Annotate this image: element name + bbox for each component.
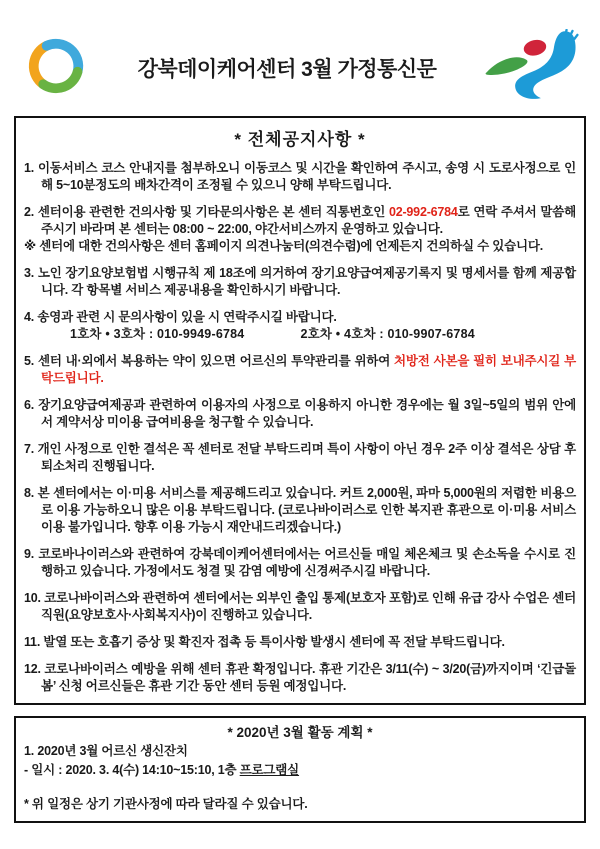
notice-item [24, 441, 576, 475]
item-text: 로 연락 주셔서 말씀해주시기 바라며 본 센터는 08:00 ~ 22:00, 야간서비스까지 운영하고 있습니다. [41, 205, 576, 236]
item-text: 이동서비스 코스 안내지를 첨부하오니 이동코스 및 시간을 확인하여 주시고, 송영 시 도로사정으로 인해 5~10분정도의 배차간격이 조정될 수 있으니 양해 부탁드립니다. [38, 161, 576, 192]
shuttle-phone-line [24, 326, 576, 343]
item-text: 일시 : 2020. 3. 4(수) 14:10~15:10, 1층 [31, 763, 240, 777]
notice-item [24, 546, 576, 580]
phone-number: 1호차 • 3호차 : 010-9949-6784 [70, 327, 245, 341]
notice-box-title: * 전체공지사항 * [234, 130, 366, 149]
notice-item [24, 265, 576, 299]
notice-item [24, 762, 576, 779]
item-text: 본 센터에서는 이·미용 서비스를 제공해드리고 있습니다. 커트 2,000원, 파마 5,000원의 저렴한 비용으로 이용 가능하오니 많은 이용 부탁드립니다. (코로나바이러스로 인한 복지관 휴관으로 이·미용 서비스 이용 불가입니다. 향후 이용 가능시 재안내드리겠습니다.) [37, 486, 576, 534]
monthly-plan-box [14, 716, 586, 823]
item-marker: 12. [24, 662, 45, 676]
item-text: 노인 장기요양보험법 시행규칙 제 18조에 의거하여 장기요양급여제공기록지 및 명세서를 함께 제공합니다. 각 항목별 서비스 제공내용을 확인하시기 바랍니다. [37, 266, 576, 297]
item-text: 코로나바이러스와 관련하여 센터에서는 외부인 출입 통제(보호자 포함)로 인해 유급 강사 수업은 센터 직원(요양보호사·사회복지사)이 진행하고 있습니다. [41, 591, 576, 622]
item-text: 코로바나이러스와 관련하여 강북데이케어센터에서는 어르신들 매일 체온체크 및 손소독을 수시로 진행하고 있습니다. 가정에서도 청결 및 감염 예방에 신경써주시길 바랍니다. [38, 547, 576, 578]
phone-number: 2호차 • 4호차 : 010-9907-6784 [300, 327, 475, 341]
item-text: 센터에 대한 건의사항은 센터 홈페이지 의견나눔터(의견수렴)에 언제든지 건의하실 수 있습니다. [39, 239, 544, 253]
item-marker: 3. [24, 266, 38, 280]
header [20, 30, 584, 106]
notice-item [24, 590, 576, 624]
notice-item [24, 634, 576, 651]
item-text: 장기요양급여제공과 관련하여 이용자의 사정으로 이용하지 아니한 경우에는 월 3일~5일의 범위 안에서 계약서상 미이용 급여비용을 청구할 수 있습니다. [38, 398, 576, 429]
notice-item [24, 661, 576, 695]
notice-item [24, 309, 576, 326]
item-text: 송영과 관련 시 문의사항이 있을 시 연락주시길 바랍니다. [37, 310, 337, 324]
item-text: 개인 사정으로 인한 결석은 꼭 센터로 전달 부탁드리며 특이 사항이 아닌 경우 2주 이상 결석은 상담 후 퇴소처리 진행됩니다. [37, 442, 576, 473]
plan-footnote: * 위 일정은 상기 기관사정에 따라 달라질 수 있습니다. [24, 797, 308, 811]
item-marker: - [24, 763, 32, 777]
item-text: 프로그램실 [239, 763, 300, 777]
item-marker: 8. [24, 486, 38, 500]
item-marker: 4. [24, 310, 38, 324]
notice-item [24, 485, 576, 536]
plan-box-title: * 2020년 3월 활동 계획 * [227, 725, 373, 740]
item-marker: 5. [24, 354, 38, 368]
item-text: 02-992-6784 [388, 205, 458, 219]
item-text: 2020년 3월 어르신 생신잔치 [37, 744, 188, 758]
notice-item [24, 204, 576, 238]
item-marker: 9. [24, 547, 39, 561]
daycare-center-swirl-logo [20, 32, 92, 105]
item-text: 센터 내·외에서 복용하는 약이 있으면 어르신의 투약관리를 위하여 [37, 354, 395, 368]
notice-item [24, 353, 576, 387]
item-marker: ※ [24, 239, 40, 253]
item-marker: 1. [24, 161, 39, 175]
item-marker: 1. [24, 744, 38, 758]
notice-item [24, 238, 576, 255]
notice-item [24, 397, 576, 431]
notice-items [24, 160, 576, 695]
page-title: 강북데이케어센터 3월 가정통신문 [137, 58, 437, 81]
item-text: 처방전 사본을 필히 보내주시길 부탁드립니다. [41, 354, 576, 385]
item-text: 발열 또는 호흡기 증상 및 확진자 접촉 등 특이사항 발생시 센터에 꼭 전달 부탁드립니다. [43, 635, 505, 649]
general-notice-box [14, 116, 586, 705]
item-marker: 11. [24, 635, 44, 649]
notice-item [24, 160, 576, 194]
item-marker: 2. [24, 205, 38, 219]
seoul-city-logo [482, 29, 584, 108]
notice-item [24, 743, 576, 760]
item-marker: 7. [24, 442, 38, 456]
item-text: 센터이용 관련한 건의사항 및 기타문의사항은 본 센터 직통번호인 [37, 205, 389, 219]
item-marker: 10. [24, 591, 45, 605]
plan-items [24, 743, 576, 779]
item-text: 코로나바이러스 예방을 위해 센터 휴관 확정입니다. 휴관 기간은 3/11(수) ~ 3/20(금)까지이며 ‘긴급돌봄’ 신청 어르신들은 휴관 기간 동안 센터 등원 예정입니다. [41, 662, 576, 693]
item-marker: 6. [24, 398, 39, 412]
